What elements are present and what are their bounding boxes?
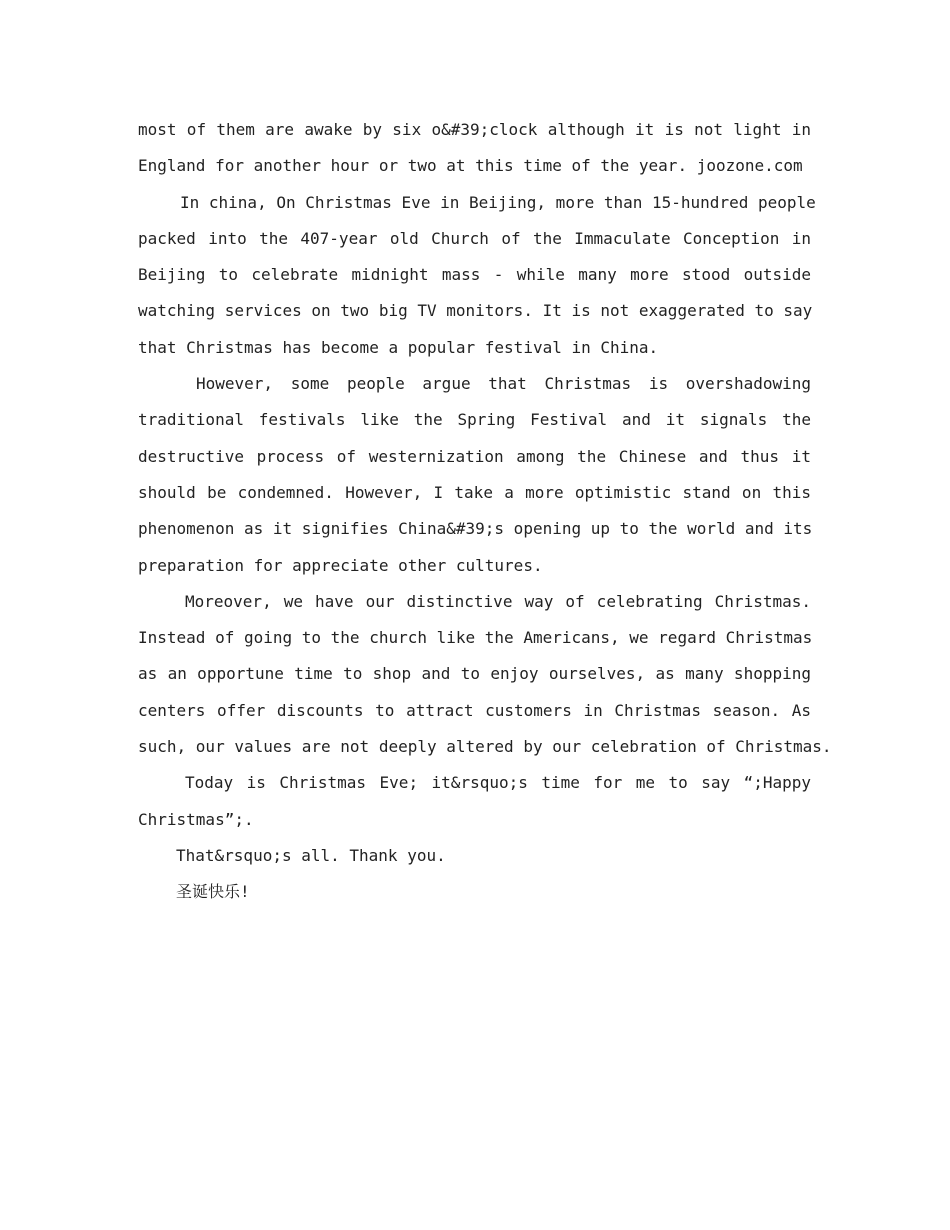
text-line: England for another hour or two at this time of the year. joozone.com xyxy=(138,156,803,176)
document-body xyxy=(138,112,832,911)
text-line: centers offer discounts to attract customers in Christmas season. As xyxy=(138,700,811,720)
text-line: such, our values are not deeply altered by our celebration of Christmas. xyxy=(138,737,832,757)
text-line: phenomenon as it signifies China&#39;s opening up to the world and its xyxy=(138,519,813,539)
text-line: that Christmas has become a popular festival in China. xyxy=(138,337,659,357)
text-line: In china, On Christmas Eve in Beijing, more than 15-hundred people xyxy=(180,192,816,212)
text-line: Christmas”;. xyxy=(138,809,254,829)
paragraph-today-christmas-eve xyxy=(138,765,811,838)
text-line: most of them are awake by six o&#39;clock although it is not light in xyxy=(138,120,811,139)
text-line: However, some people argue that Christmas is overshadowing xyxy=(196,374,811,394)
text-line: Beijing to celebrate midnight mass - while many more stood outside xyxy=(138,265,811,285)
text-line: 圣诞快乐! xyxy=(176,882,250,902)
paragraph-overshadowing-argument xyxy=(138,366,811,584)
text-line: Today is Christmas Eve; it&rsquo;s time for me to say “;Happy xyxy=(185,773,811,793)
paragraph-thank-you xyxy=(138,838,811,874)
text-line: watching services on two big TV monitors. It is not exaggerated to say xyxy=(138,301,813,321)
text-line: destructive process of westernization among the Chinese and thus it xyxy=(138,446,811,466)
paragraph-china-christmas-eve xyxy=(138,185,816,366)
text-line: That&rsquo;s all. Thank you. xyxy=(176,845,446,865)
text-line: traditional festivals like the Spring Festival and it signals the xyxy=(138,410,811,430)
paragraph-merry-christmas-chinese xyxy=(138,874,811,910)
text-line: Instead of going to the church like the Americans, we regard Christmas xyxy=(138,628,813,648)
text-line: should be condemned. However, I take a more optimistic stand on this xyxy=(138,482,811,502)
paragraph-continuation xyxy=(138,112,811,185)
text-line: preparation for appreciate other cultures. xyxy=(138,555,543,575)
paragraph-distinctive-way xyxy=(138,584,832,765)
text-line: as an opportune time to shop and to enjoy ourselves, as many shopping xyxy=(138,664,811,684)
text-line: packed into the 407-year old Church of the Immaculate Conception in xyxy=(138,228,811,248)
text-line: Moreover, we have our distinctive way of celebrating Christmas. xyxy=(185,591,811,611)
